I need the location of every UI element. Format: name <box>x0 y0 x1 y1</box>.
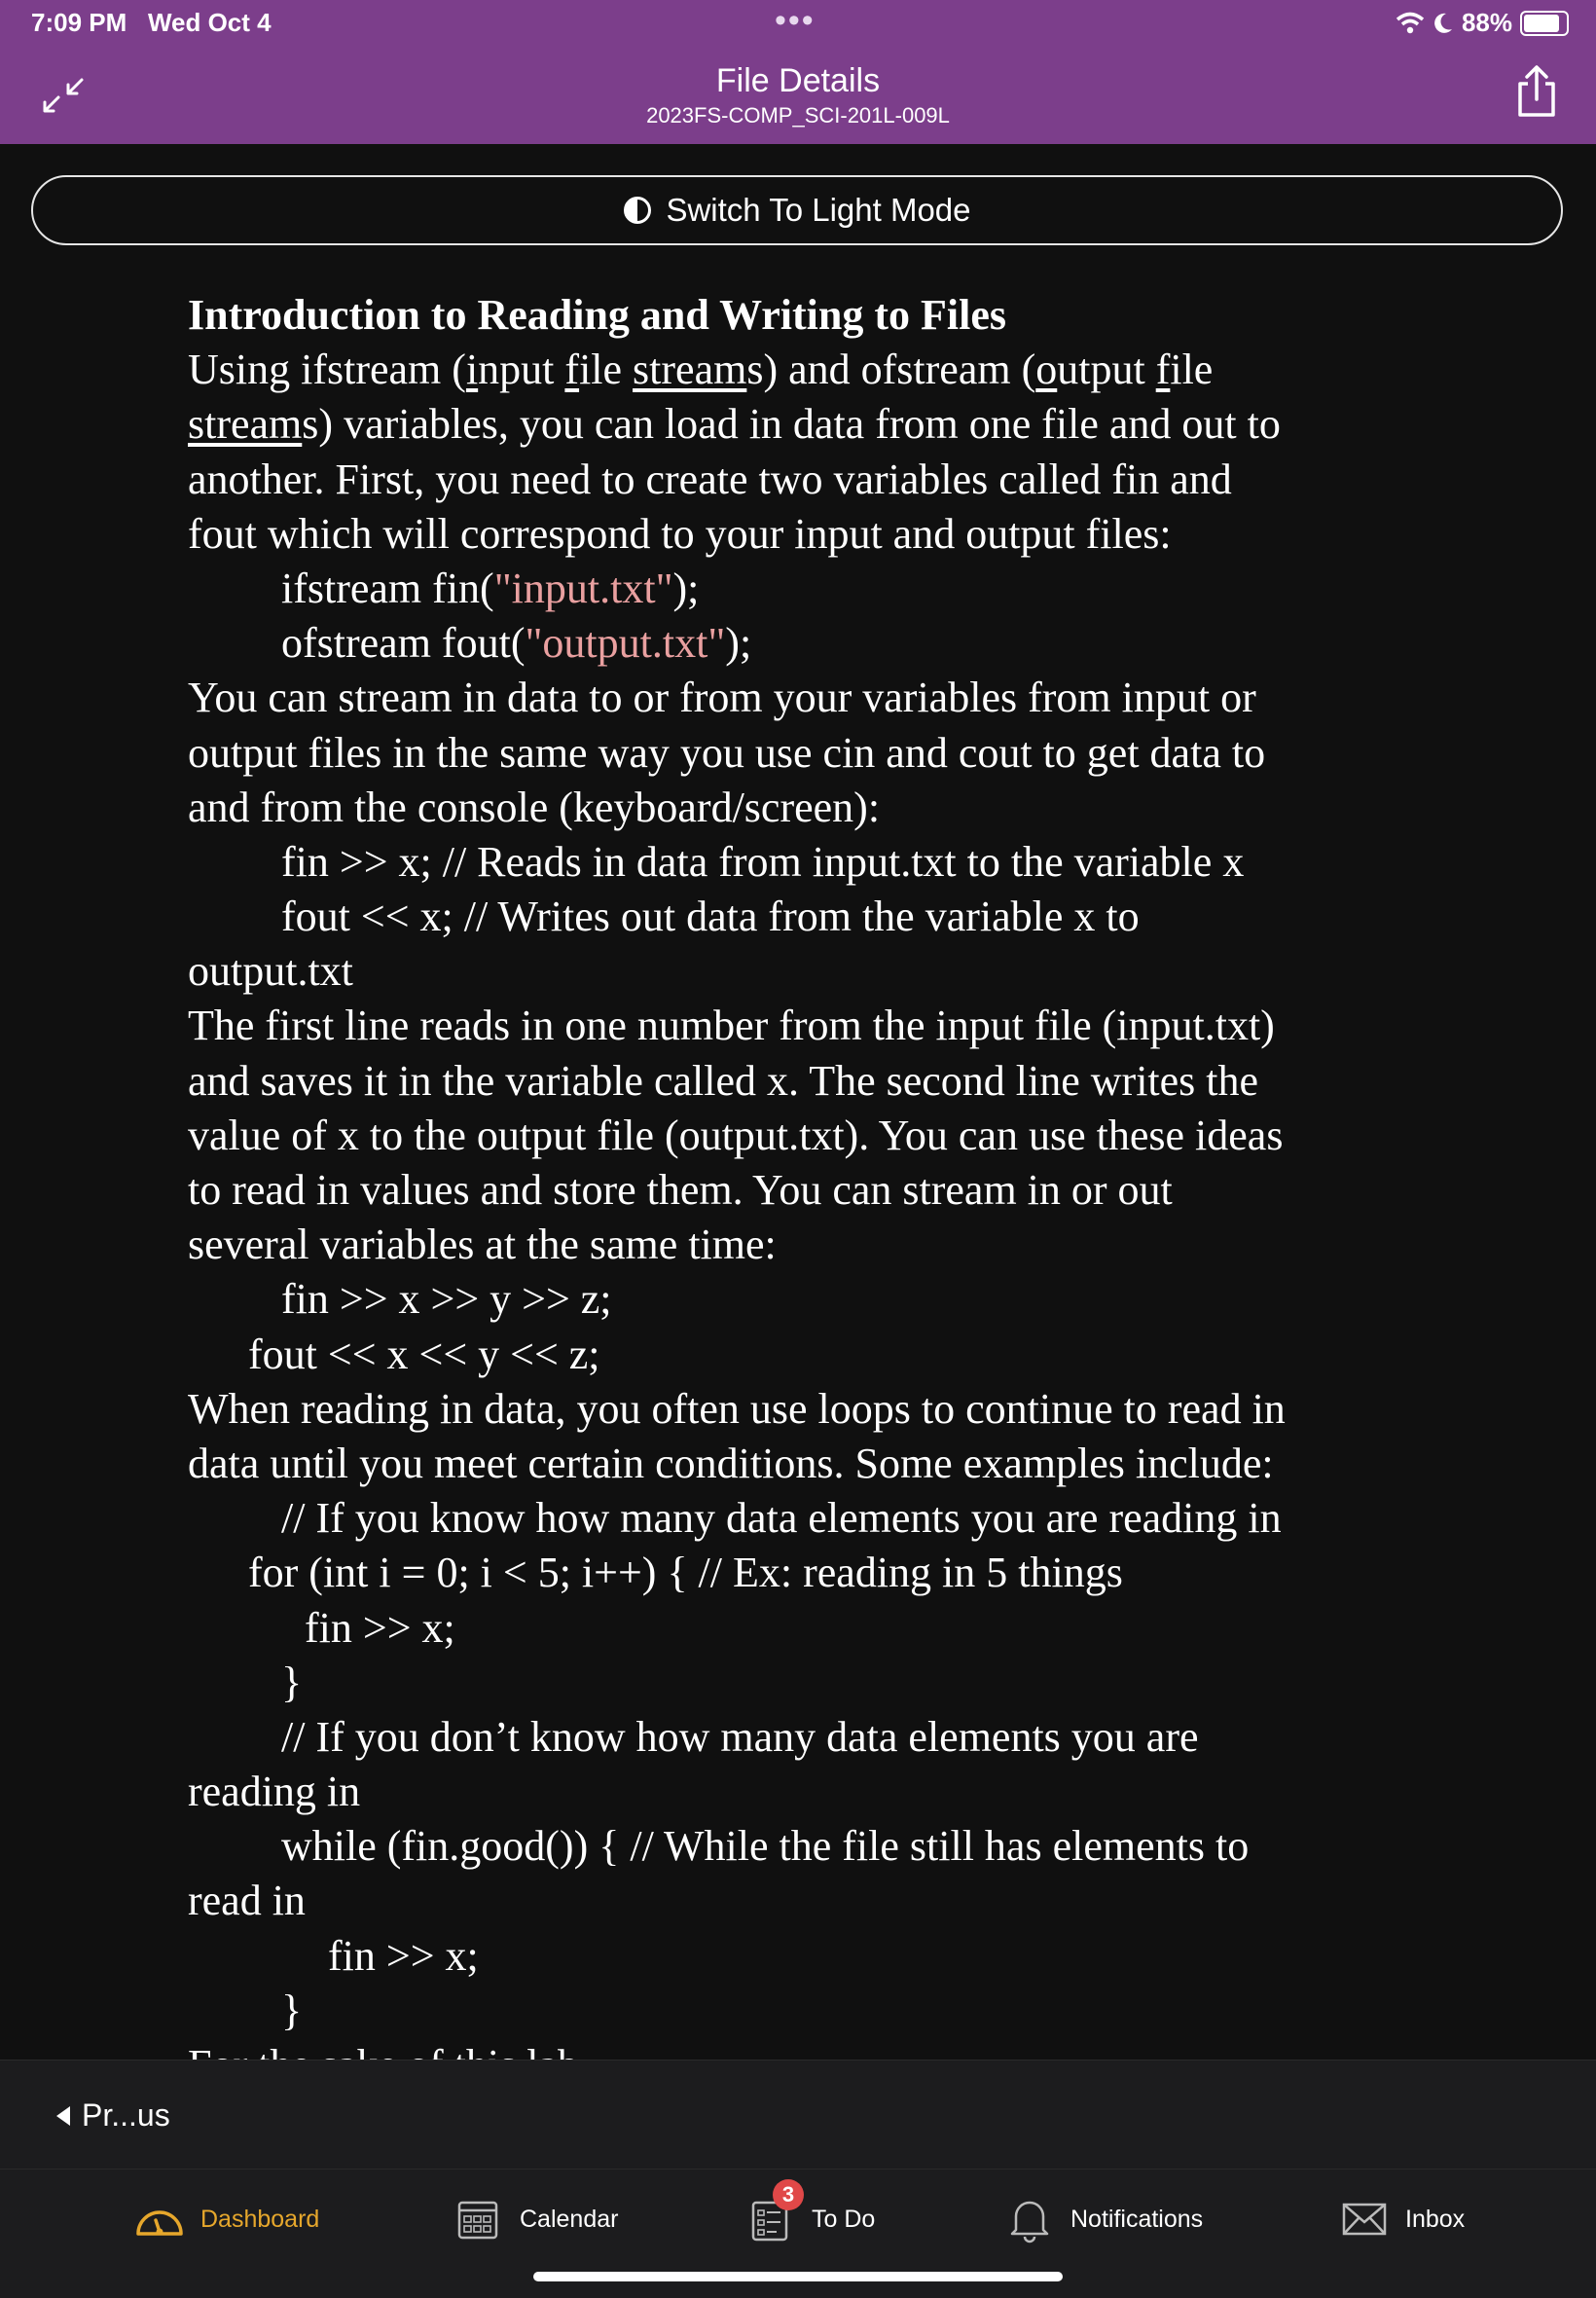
battery-icon <box>1520 11 1569 36</box>
doc-paragraph-line: data until you meet certain conditions. Some examples include: <box>188 1439 1274 1487</box>
doc-code-line: } <box>281 1986 303 2034</box>
doc-code-line: ifstream fin("input.txt"); <box>281 564 700 612</box>
tab-notifications-label: Notifications <box>1070 2205 1204 2233</box>
multitask-dots-icon[interactable]: ••• <box>775 2 816 39</box>
top-bar <box>0 0 1596 144</box>
tab-calendar[interactable] <box>453 2197 618 2242</box>
doc-paragraph-line: output files in the same way you use cin and cout to get data to <box>188 728 1266 777</box>
doc-code-line: fin >> x; <box>328 1931 479 1980</box>
doc-code-line: fin >> x >> y >> z; <box>281 1275 612 1324</box>
doc-code-line: while (fin.good()) { // While the file still has elements to <box>281 1822 1250 1871</box>
doc-code-line: // If you know how many data elements you are reading in <box>281 1494 1282 1543</box>
doc-paragraph-line: streams) variables, you can load in data from one file and out to <box>188 400 1281 449</box>
doc-code-line: fout << x << y << z; <box>248 1330 600 1378</box>
doc-title: Introduction to Reading and Writing to Files <box>188 291 1007 339</box>
moon-icon <box>1433 12 1454 35</box>
doc-paragraph-line: fout which will correspond to your input and output files: <box>188 509 1172 558</box>
doc-paragraph-line: value of x to the output file (output.txt). You can use these ideas <box>188 1111 1284 1159</box>
previous-label: Pr...us <box>82 2097 170 2133</box>
tab-inbox-label: Inbox <box>1405 2205 1466 2233</box>
previous-button[interactable] <box>56 2097 170 2134</box>
tab-dashboard-label: Dashboard <box>200 2205 320 2233</box>
doc-paragraph-line: another. First, you need to create two variables called fin and <box>188 455 1232 503</box>
doc-code-line: output.txt <box>188 947 353 996</box>
tab-todo[interactable] <box>745 2182 876 2242</box>
doc-code-line: read in <box>188 1877 306 1925</box>
tab-dashboard[interactable] <box>134 2197 319 2242</box>
doc-paragraph-line: several variables at the same time: <box>188 1221 777 1269</box>
doc-code-line: ofstream fout("output.txt"); <box>281 619 752 668</box>
doc-code-line: fin >> x; // Reads in data from input.txt to the variable x <box>281 837 1245 886</box>
home-indicator[interactable] <box>533 2272 1063 2281</box>
dashboard-icon <box>134 2197 185 2242</box>
tab-notifications[interactable] <box>1004 2197 1203 2242</box>
doc-code-line: for (int i = 0; i < 5; i++) { // Ex: reading in 5 things <box>248 1549 1123 1597</box>
doc-code-line: // If you don’t know how many data elements you are <box>281 1712 1199 1761</box>
doc-paragraph-line: The first line reads in one number from the input file (input.txt) <box>188 1002 1275 1050</box>
mail-icon <box>1339 2197 1390 2242</box>
contrast-icon <box>623 196 652 225</box>
chevron-left-icon <box>56 2106 70 2126</box>
doc-paragraph-line: and saves it in the variable called x. The second line writes the <box>188 1056 1259 1105</box>
share-icon[interactable] <box>1514 64 1559 119</box>
prev-next-bar <box>0 2060 1596 2170</box>
switch-light-mode-button[interactable] <box>31 175 1563 245</box>
document-viewer[interactable] <box>188 288 1414 2060</box>
tab-calendar-label: Calendar <box>520 2205 619 2233</box>
tab-inbox[interactable] <box>1339 2197 1465 2242</box>
status-time-date: 7:09 PM Wed Oct 4 <box>31 8 272 37</box>
doc-code-line: } <box>281 1658 303 1706</box>
doc-paragraph-line: to read in values and store them. You can stream in or out <box>188 1166 1173 1214</box>
doc-paragraph-line: When reading in data, you often use loops to continue to read in <box>188 1384 1286 1433</box>
doc-paragraph-line: You can stream in data to or from your variables from input or <box>188 674 1256 722</box>
doc-code-line: reading in <box>188 1768 361 1816</box>
page-subtitle: 2023FS-COMP_SCI-201L-009L <box>646 103 950 128</box>
doc-code-line: fout << x; // Writes out data from the variable x to <box>281 893 1140 941</box>
calendar-icon <box>453 2197 504 2242</box>
status-indicators <box>1396 8 1569 38</box>
wifi-icon <box>1396 12 1425 35</box>
tab-todo-label: To Do <box>812 2205 876 2233</box>
bell-icon <box>1004 2197 1055 2242</box>
doc-paragraph-line: and from the console (keyboard/screen): <box>188 783 881 831</box>
doc-paragraph-line: Using ifstream (input file streams) and ofstream (output file <box>188 346 1214 394</box>
todo-badge: 3 <box>773 2179 804 2210</box>
battery-percent: 88% <box>1461 8 1512 37</box>
page-title: File Details <box>715 62 881 99</box>
doc-code-line: fin >> x; <box>305 1603 455 1652</box>
switch-light-mode-label: Switch To Light Mode <box>666 192 971 228</box>
